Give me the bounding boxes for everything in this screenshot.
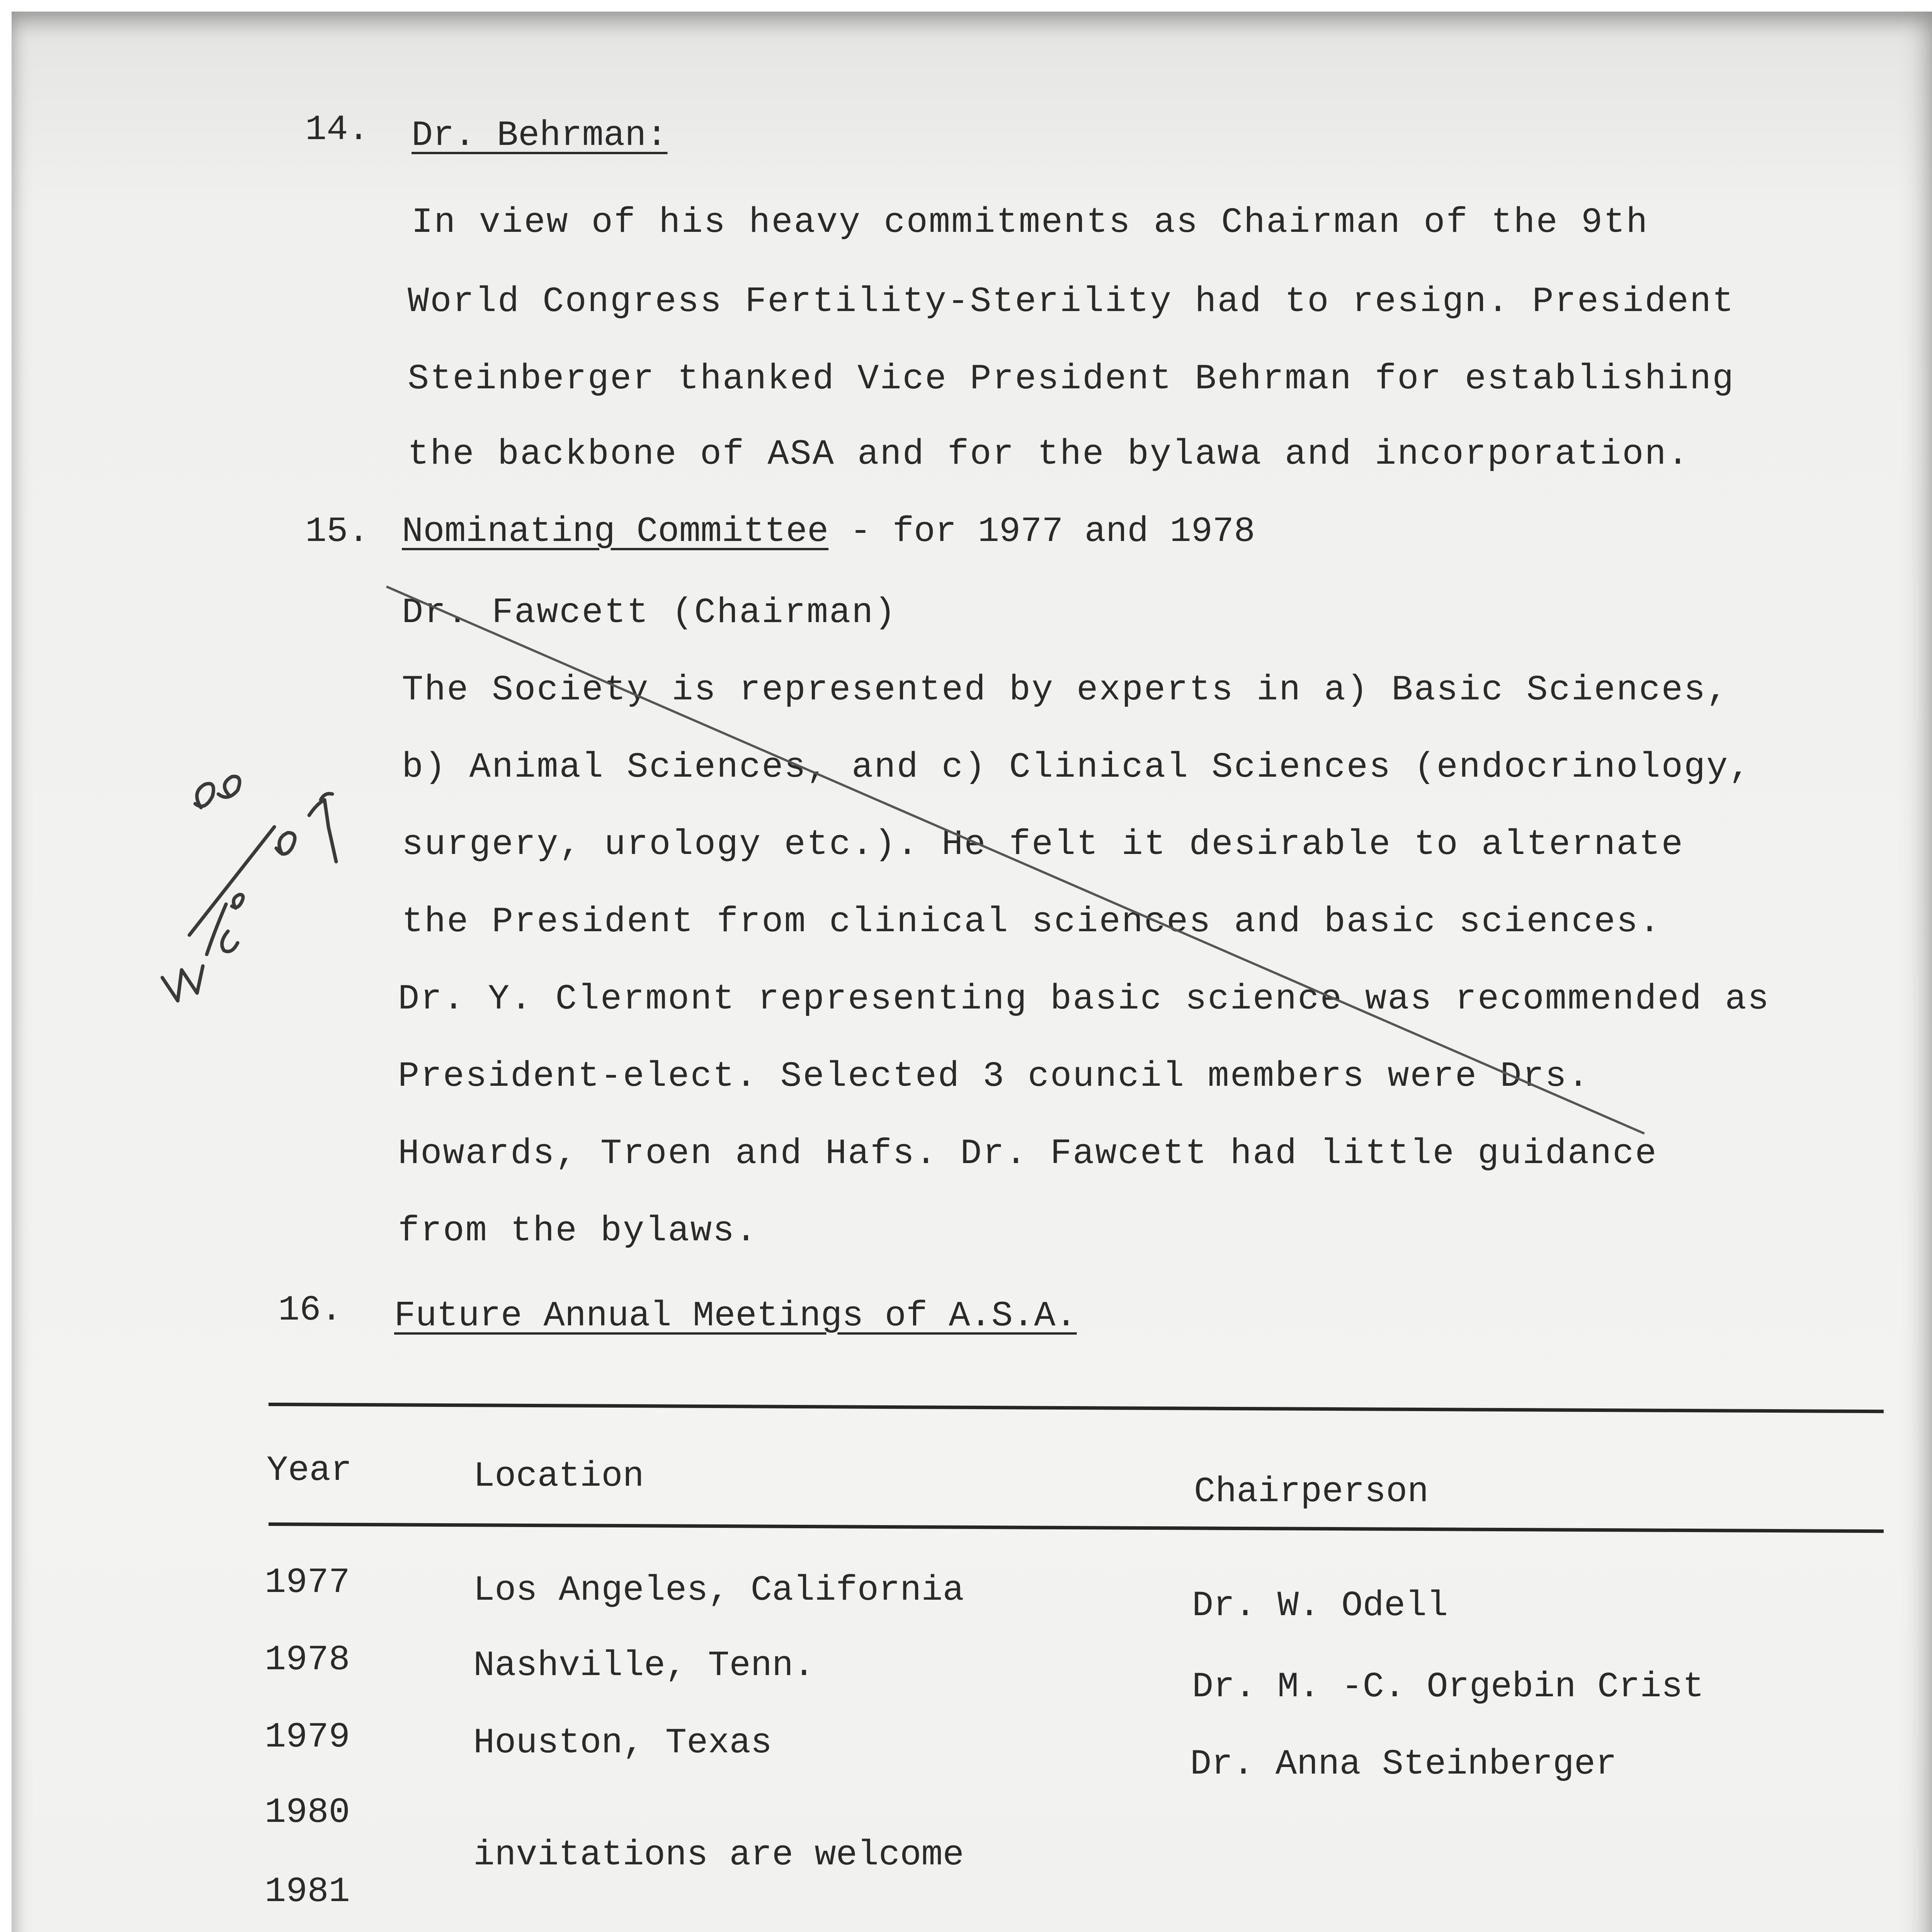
item-15-line-7: President-elect. Selected 3 council members were Drs. bbox=[398, 1056, 1590, 1097]
item-15-line-9: from the bylaws. bbox=[398, 1211, 758, 1251]
document-page bbox=[12, 12, 1932, 1932]
table-header-year: Year bbox=[267, 1450, 352, 1491]
item-15-line-4: surgery, urology etc.). He felt it desirable to alternate bbox=[402, 824, 1684, 865]
item-14-heading: Dr. Behrman: bbox=[412, 115, 668, 156]
item-15-line-8: Howards, Troen and Hafs. Dr. Fawcett had little guidance bbox=[398, 1133, 1658, 1174]
item-14-line-2: World Congress Fertility-Sterility had to resign. President bbox=[408, 281, 1735, 322]
item-16-heading: Future Annual Meetings of A.S.A. bbox=[394, 1296, 1077, 1336]
item-15-line-6: Dr. Y. Clermont representing basic science was recommended as bbox=[398, 979, 1770, 1019]
table-row-1979-chair: Dr. Anna Steinberger bbox=[1190, 1744, 1617, 1784]
table-header-chair: Chairperson bbox=[1194, 1471, 1429, 1512]
table-row-1981-year: 1981 bbox=[265, 1871, 350, 1912]
item-15-number: 15. bbox=[305, 511, 369, 552]
table-invitations-note: invitations are welcome bbox=[473, 1835, 964, 1875]
table-row-1977-year: 1977 bbox=[265, 1562, 350, 1603]
item-15-heading-row bbox=[402, 511, 1255, 552]
item-15-heading: Nominating Committee bbox=[402, 511, 829, 552]
table-row-1979-year: 1979 bbox=[265, 1717, 350, 1757]
table-row-1979-location: Houston, Texas bbox=[473, 1723, 772, 1763]
item-14-line-3: Steinberger thanked Vice President Behrman for establishing bbox=[408, 359, 1735, 399]
item-15-line-5: the President from clinical sciences and basic sciences. bbox=[402, 901, 1662, 942]
table-row-1980-year: 1980 bbox=[265, 1792, 350, 1833]
handwritten-margin-note-icon bbox=[139, 738, 390, 1047]
item-14-number: 14. bbox=[305, 109, 369, 150]
item-15-heading-suffix: - for 1977 and 1978 bbox=[828, 511, 1255, 552]
item-15-line-3: b) Animal Sciences, and c) Clinical Sciences (endocrinology, bbox=[402, 747, 1752, 787]
table-row-1978-chair: Dr. M. -C. Orgebin Crist bbox=[1192, 1667, 1704, 1707]
table-row-1978-year: 1978 bbox=[265, 1639, 350, 1680]
table-header-rule bbox=[269, 1522, 1884, 1533]
table-top-rule bbox=[269, 1403, 1884, 1413]
item-15-line-2: The Society is represented by experts in a) Basic Sciences, bbox=[402, 670, 1729, 710]
table-header-location: Location bbox=[473, 1456, 644, 1497]
item-14-line-4: the backbone of ASA and for the bylawa and incorporation. bbox=[408, 434, 1690, 474]
table-row-1977-location: Los Angeles, California bbox=[473, 1570, 964, 1611]
table-row-1977-chair: Dr. W. Odell bbox=[1192, 1585, 1448, 1626]
table-row-1978-location: Nashville, Tenn. bbox=[473, 1645, 815, 1686]
item-14-line-1: In view of his heavy commitments as Chairman of the 9th bbox=[412, 202, 1649, 243]
item-15-line-1: Dr. Fawcett (Chairman) bbox=[402, 592, 897, 633]
item-16-number: 16. bbox=[278, 1290, 342, 1330]
